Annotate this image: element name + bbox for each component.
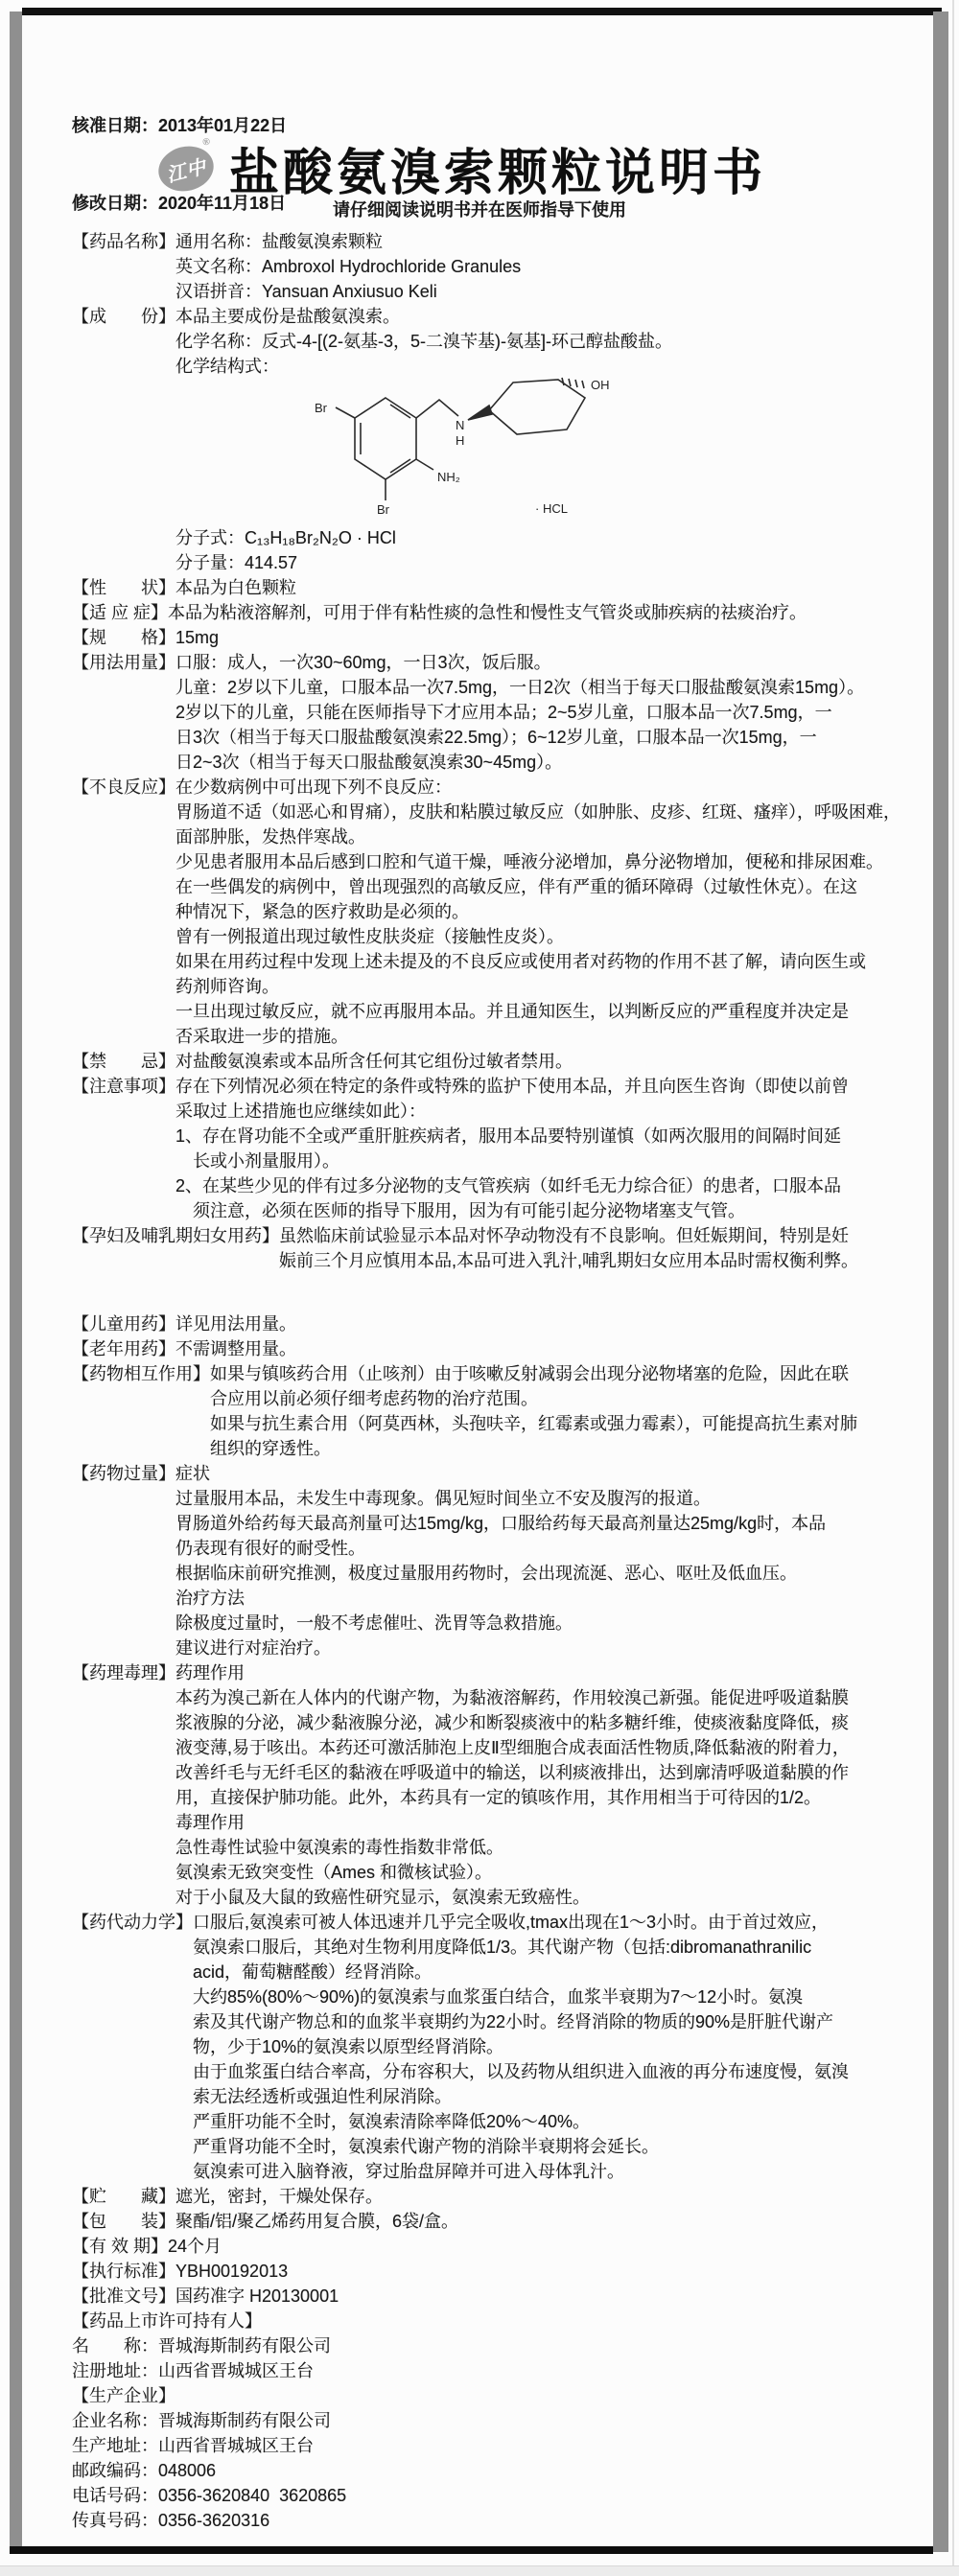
body-line: 氨溴索无致突变性（Ames 和微核试验）。 <box>175 1863 493 1882</box>
br-top-label: Br <box>315 401 327 415</box>
scan-foot-strip <box>0 2565 959 2576</box>
document-body-top <box>72 229 916 379</box>
page-border-bottom <box>10 2546 933 2554</box>
body-line: 组织的穿透性。 <box>210 1439 331 1458</box>
h-label: H <box>456 433 465 448</box>
body-line: 【规 格】15mg <box>72 628 220 647</box>
body-line: 胃肠道外给药每天最高剂量可达15mg/kg，口服给药每天最高剂量达25mg/kg时，本品 <box>175 1514 827 1533</box>
body-line: 除极度过量时，一般不考虑催吐、洗胃等急救措施。 <box>175 1613 573 1633</box>
body-line: 化学名称：反式-4-[(2-氨基-3，5-二溴苄基)-氨基]-环己醇盐酸盐。 <box>175 332 672 351</box>
body-line: 改善纤毛与无纤毛区的黏液在呼吸道中的输送，以利痰液排出，达到廓清呼吸道黏膜的作 <box>175 1763 849 1782</box>
logo-text: 江中 <box>164 155 209 186</box>
body-line: acid，葡萄糖醛酸）经肾消除。 <box>193 1962 433 1982</box>
body-line: 【生产企业】 <box>72 2386 175 2405</box>
body-line: 企业名称：晋城海斯制药有限公司 <box>72 2411 331 2430</box>
body-line: 一旦出现过敏反应，就不应再服用本品。并且通知医生，以判断反应的严重程度并决定是 <box>175 1002 849 1021</box>
chemical-structure-drawing <box>307 376 662 520</box>
scan-edge-line <box>952 0 954 2576</box>
body-line: 【执行标准】YBH00192013 <box>72 2262 289 2281</box>
page-border-left <box>10 12 22 2552</box>
page-border-top <box>22 8 942 15</box>
body-line: 【药代动力学】口服后,氨溴索可被人体迅速并几乎完全吸收,tmax出现在1～3小时。由于首过效应， <box>72 1913 830 1932</box>
body-line: 须注意，必须在医师的指导下服用，因为有可能引起分泌物堵塞支气管。 <box>193 1201 745 1220</box>
body-line: 日3次（相当于每天口服盐酸氨溴索22.5mg）；6~12岁儿童，口服本品一次15mg，一 <box>175 728 817 747</box>
chemical-structure <box>307 376 662 520</box>
body-line: 索及其代谢产物总和的血浆半衰期约为22小时。经肾消除的物质的90%是肝脏代谢产 <box>193 2012 834 2031</box>
body-line: 汉语拼音：Yansuan Anxiusuo Keli <box>175 282 437 301</box>
body-line: 2、在某些少见的伴有过多分泌物的支气管疾病（如纤毛无力综合征）的患者，口服本品 <box>175 1176 842 1195</box>
body-line: 【用法用量】口服：成人，一次30~60mg，一日3次，饭后服。 <box>72 653 551 672</box>
body-line: 浆液腺的分泌，减少黏液腺分泌，减少和断裂痰液中的粘多糖纤维，使痰液黏度降低，痰 <box>175 1713 849 1732</box>
body-line: 严重肝功能不全时，氨溴索清除率降低20%～40%。 <box>193 2112 591 2131</box>
body-line: 根据临床前研究推测，极度过量服用药物时，会出现流涎、恶心、呕吐及低血压。 <box>175 1564 797 1583</box>
body-line: 【儿童用药】详见用法用量。 <box>72 1314 296 1334</box>
document-body-main <box>72 525 916 2533</box>
hcl-label: · HCL <box>535 501 568 516</box>
body-line: 大约85%(80%～90%)的氨溴索与血浆蛋白结合，血浆半衰期为7～12小时。氨溴 <box>193 1987 804 2007</box>
body-line: 过量服用本品，未发生中毒现象。偶见短时间坐立不安及腹泻的报道。 <box>175 1489 711 1508</box>
body-line: 种情况下，紧急的医疗救助是必须的。 <box>175 902 469 921</box>
body-line: 严重肾功能不全时，氨溴索代谢产物的消除半衰期将会延长。 <box>193 2137 659 2156</box>
body-line: 邮政编码：048006 <box>72 2461 217 2480</box>
body-line: 【孕妇及哺乳期妇女用药】虽然临床前试验显示本品对怀孕动物没有不良影响。但妊娠期间，特别是妊 <box>72 1226 849 1245</box>
body-line: 娠前三个月应慎用本品,本品可进入乳汁,哺乳期妇女应用本品时需权衡利弊。 <box>279 1251 858 1270</box>
approval-date: 核准日期：2013年01月22日 <box>72 116 288 135</box>
body-line: 索无法经透析或强迫性利尿消除。 <box>193 2087 452 2106</box>
body-line: 传真号码：0356-3620316 <box>72 2511 270 2530</box>
body-line: 如果在用药过程中发现上述未提及的不良反应或使用者对药物的作用不甚了解，请向医生或 <box>175 952 866 971</box>
body-line: 生产地址：山西省晋城城区王台 <box>72 2436 314 2455</box>
body-line: 由于血浆蛋白结合率高，分布容积大，以及药物从组织进入血液的再分布速度慢，氨溴 <box>193 2062 849 2081</box>
body-line: 注册地址：山西省晋城城区王台 <box>72 2361 314 2380</box>
body-line: 【适 应 症】本品为粘液溶解剂，可用于伴有粘性痰的急性和慢性支气管炎或肺疾病的祛痰治疗。 <box>72 603 807 622</box>
body-line: 英文名称：Ambroxol Hydrochloride Granules <box>175 257 522 276</box>
body-line: 在一些偶发的病例中，曾出现强烈的高敏反应，伴有严重的循环障碍（过敏性休克）。在这 <box>175 877 857 896</box>
body-line: 分子量：414.57 <box>175 553 298 572</box>
page-border-right <box>933 12 948 2552</box>
body-line: 【药理毒理】药理作用 <box>72 1663 245 1683</box>
document-subtitle: 请仔细阅读说明书并在医师指导下使用 <box>333 200 626 220</box>
n-label: N <box>456 418 465 432</box>
body-line: 化学结构式： <box>175 357 279 376</box>
body-line: 对于小鼠及大鼠的致癌性研究显示，氨溴索无致癌性。 <box>175 1888 590 1907</box>
body-line: 【不良反应】在少数病例中可出现下列不良反应： <box>72 777 452 797</box>
body-line: 儿童：2岁以下儿童，口服本品一次7.5mg，一日2次（相当于每天口服盐酸氨溴索15mg）。 <box>175 678 865 697</box>
body-line: 用，直接保护肺功能。此外，本药具有一定的镇咳作用，其作用相当于可待因的1/2。 <box>175 1788 822 1807</box>
body-line: 电话号码：0356-3620840 3620865 <box>72 2486 347 2505</box>
body-line: 氨溴索可进入脑脊液，穿过胎盘屏障并可进入母体乳汁。 <box>193 2162 624 2181</box>
body-line: 曾有一例报道出现过敏性皮肤炎症（接触性皮炎）。 <box>175 927 564 946</box>
body-line: 合应用以前必须仔细考虑药物的治疗范围。 <box>210 1389 538 1408</box>
body-line: 面部肿胀，发热伴寒战。 <box>175 827 365 847</box>
body-line: 物，少于10%的氨溴索以原型经肾消除。 <box>193 2037 504 2056</box>
body-line: 【性 状】本品为白色颗粒 <box>72 578 296 597</box>
jiangzhong-logo <box>153 135 218 197</box>
revision-date: 修改日期：2020年11月18日 <box>72 194 287 213</box>
body-line: 仍表现有很好的耐受性。 <box>175 1539 365 1558</box>
oh-label: OH <box>591 378 610 392</box>
document-title: 盐酸氨溴索颗粒说明书 <box>228 146 766 201</box>
body-line: 【贮 藏】遮光，密封，干燥处保存。 <box>72 2187 383 2206</box>
body-line: 分子式：C₁₃H₁₈Br₂N₂O · HCl <box>175 528 396 547</box>
body-line: 毒理作用 <box>175 1813 245 1832</box>
body-line: 1、存在肾功能不全或严重肝脏疾病者，服用本品要特别谨慎（如两次服用的间隔时间延 <box>175 1126 842 1146</box>
body-line: 【包 装】聚酯/铝/聚乙烯药用复合膜，6袋/盒。 <box>72 2212 459 2231</box>
body-line: 如果与抗生素合用（阿莫西林，头孢呋辛，红霉素或强力霉素），可能提高抗生素对肺 <box>210 1414 857 1433</box>
body-line: 【老年用药】不需调整用量。 <box>72 1339 296 1358</box>
body-line: 治疗方法 <box>175 1589 245 1608</box>
body-line: 【药品名称】通用名称：盐酸氨溴索颗粒 <box>72 232 383 251</box>
nh2-label: NH₂ <box>437 470 460 484</box>
body-line: 【禁 忌】对盐酸氨溴索或本品所含任何其它组份过敏者禁用。 <box>72 1052 573 1071</box>
body-line: 建议进行对症治疗。 <box>175 1638 331 1658</box>
body-line: 【药物相互作用】如果与镇咳药合用（止咳剂）由于咳嗽反射减弱会出现分泌物堵塞的危险，因此在联 <box>72 1364 849 1383</box>
body-line: 日2~3次（相当于每天口服盐酸氨溴索30~45mg）。 <box>175 753 563 772</box>
body-line: 氨溴索口服后，其绝对生物利用度降低1/3。其代谢产物（包括:dibromanathranilic <box>193 1938 812 1957</box>
body-line: 少见患者服用本品后感到口腔和气道干燥，唾液分泌增加，鼻分泌物增加，便秘和排尿困难。 <box>175 852 883 871</box>
body-line: 采取过上述措施也应继续如此）： <box>175 1102 426 1121</box>
body-line: 【批准文号】国药准字 H20130001 <box>72 2286 339 2306</box>
body-line: 【成 份】本品主要成份是盐酸氨溴索。 <box>72 307 400 326</box>
body-line: 急性毒性试验中氨溴索的毒性指数非常低。 <box>175 1838 503 1857</box>
body-line: 长或小剂量服用）。 <box>193 1151 339 1171</box>
body-line: 胃肠道不适（如恶心和胃痛），皮肤和粘膜过敏反应（如肿胀、皮疹、红斑、瘙痒），呼吸困难， <box>175 802 901 822</box>
body-line: 【有 效 期】24个月 <box>72 2237 222 2256</box>
body-line: 否采取进一步的措施。 <box>175 1027 348 1046</box>
body-line: 【注意事项】存在下列情况必须在特定的条件或特殊的监护下使用本品，并且向医生咨询（即使以前曾 <box>72 1077 849 1096</box>
br-bottom-label: Br <box>377 502 389 517</box>
body-line: 本药为溴己新在人体内的代谢产物，为黏液溶解药，作用较溴己新强。能促进呼吸道黏膜 <box>175 1688 849 1707</box>
body-line: 液变薄,易于咳出。本药还可激活肺泡上皮Ⅱ型细胞合成表面活性物质,降低黏液的附着力， <box>175 1738 850 1757</box>
body-line: 【药物过量】症状 <box>72 1464 210 1483</box>
body-line: 【药品上市许可持有人】 <box>72 2311 262 2331</box>
body-line: 药剂师咨询。 <box>175 977 279 996</box>
registered-mark-icon: ® <box>201 135 212 149</box>
masthead <box>0 132 942 204</box>
body-line: 名 称：晋城海斯制药有限公司 <box>72 2336 331 2356</box>
body-line: 2岁以下的儿童，只能在医师指导下才应用本品；2~5岁儿童，口服本品一次7.5mg，一 <box>175 703 832 722</box>
